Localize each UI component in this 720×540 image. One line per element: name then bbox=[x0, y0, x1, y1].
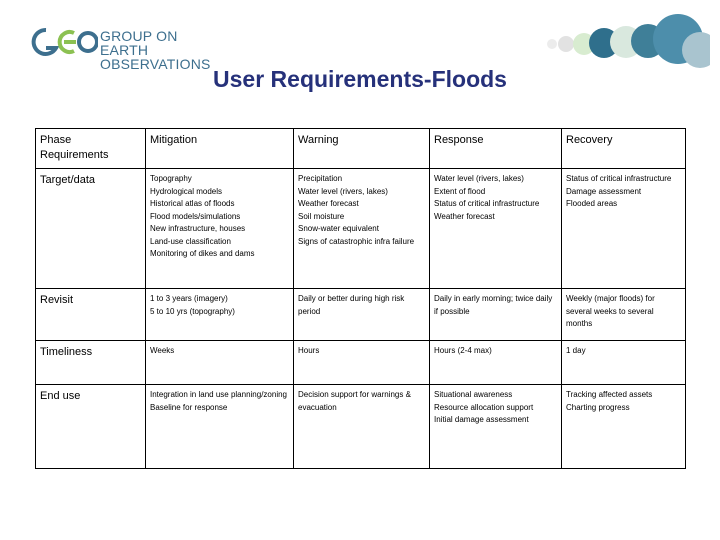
logo-line-1: GROUP ON bbox=[100, 28, 178, 44]
cell-line: Status of critical infrastructure bbox=[566, 174, 672, 183]
cell-line: 5 to 10 yrs (topography) bbox=[150, 306, 235, 316]
column-header: Phase Requirements bbox=[36, 129, 146, 169]
table-cell bbox=[146, 341, 294, 385]
cell-line: Monitoring of dikes and dams bbox=[150, 249, 255, 258]
column-header: Response bbox=[430, 129, 562, 169]
cell-line: Water level (rivers, lakes) bbox=[298, 186, 388, 196]
cell-line: Flood models/simulations bbox=[150, 211, 241, 221]
table-cell bbox=[562, 385, 686, 469]
slide-title: User Requirements-Floods bbox=[213, 66, 507, 92]
cell-line: 1 day bbox=[566, 346, 586, 355]
table-row bbox=[36, 341, 686, 385]
cell-line: Historical atlas of floods bbox=[150, 199, 235, 208]
column-header: Warning bbox=[294, 129, 430, 169]
row-label: Target/data bbox=[36, 169, 146, 289]
cell-line: Hours bbox=[298, 346, 320, 355]
cell-line: Extent of flood bbox=[434, 186, 486, 196]
cell-line: Flooded areas bbox=[566, 199, 618, 208]
table-cell bbox=[430, 385, 562, 469]
cell-line: New infrastructure, houses bbox=[150, 224, 246, 233]
logo-text bbox=[100, 29, 238, 71]
cell-line: Hours (2-4 max) bbox=[434, 346, 492, 355]
table-cell bbox=[146, 169, 294, 289]
table-cell bbox=[146, 385, 294, 469]
decorative-circles-icon bbox=[540, 8, 710, 70]
table-cell bbox=[430, 289, 562, 341]
column-header: Recovery bbox=[562, 129, 686, 169]
cell-line: Initial damage assessment bbox=[434, 415, 529, 424]
cell-line: Topography bbox=[150, 174, 192, 183]
cell-line: Daily in early morning; twice daily if possible bbox=[434, 294, 553, 316]
cell-line: Weekly (major floods) for several weeks to several months bbox=[566, 294, 655, 328]
table-cell bbox=[430, 169, 562, 289]
table-cell bbox=[294, 341, 430, 385]
table-row bbox=[36, 169, 686, 289]
geo-logo bbox=[28, 20, 238, 72]
table-cell bbox=[294, 169, 430, 289]
requirements-table bbox=[35, 128, 686, 469]
table-row bbox=[36, 289, 686, 341]
geo-logo-mark-icon bbox=[28, 24, 98, 60]
cell-line: Land-use classification bbox=[150, 236, 231, 246]
table-cell bbox=[146, 289, 294, 341]
row-label: Revisit bbox=[36, 289, 146, 341]
cell-line: Hydrological models bbox=[150, 186, 223, 196]
row-label: Timeliness bbox=[36, 341, 146, 385]
cell-line: Snow-water equivalent bbox=[298, 224, 379, 233]
table-cell bbox=[562, 289, 686, 341]
table-cell bbox=[294, 289, 430, 341]
cell-line: Weather forecast bbox=[434, 211, 495, 221]
cell-line: Damage assessment bbox=[566, 186, 642, 196]
cell-line: Weather forecast bbox=[298, 199, 359, 208]
table-row bbox=[36, 385, 686, 469]
cell-line: Status of critical infrastructure bbox=[434, 199, 540, 208]
cell-line: Situational awareness bbox=[434, 390, 513, 399]
row-label: End use bbox=[36, 385, 146, 469]
cell-line: Water level (rivers, lakes) bbox=[434, 174, 524, 183]
table-cell bbox=[562, 169, 686, 289]
cell-line: Decision support for warnings & evacuation bbox=[298, 390, 411, 412]
cell-line: Precipitation bbox=[298, 174, 343, 183]
cell-line: Resource allocation support bbox=[434, 402, 534, 412]
cell-line: Charting progress bbox=[566, 402, 630, 412]
cell-line: Daily or better during high risk period bbox=[298, 294, 405, 316]
table-header-row bbox=[36, 129, 686, 169]
cell-line: Integration in land use planning/zoning bbox=[150, 390, 287, 399]
cell-line: 1 to 3 years (imagery) bbox=[150, 294, 228, 303]
cell-line: Signs of catastrophic infra failure bbox=[298, 236, 415, 246]
cell-line: Baseline for response bbox=[150, 402, 228, 412]
column-header: Mitigation bbox=[146, 129, 294, 169]
table-cell bbox=[562, 341, 686, 385]
cell-line: Tracking affected assets bbox=[566, 390, 653, 399]
logo-line-2: EARTH OBSERVATIONS bbox=[100, 42, 211, 72]
table-cell bbox=[430, 341, 562, 385]
cell-line: Weeks bbox=[150, 346, 175, 355]
cell-line: Soil moisture bbox=[298, 211, 345, 221]
table-cell bbox=[294, 385, 430, 469]
